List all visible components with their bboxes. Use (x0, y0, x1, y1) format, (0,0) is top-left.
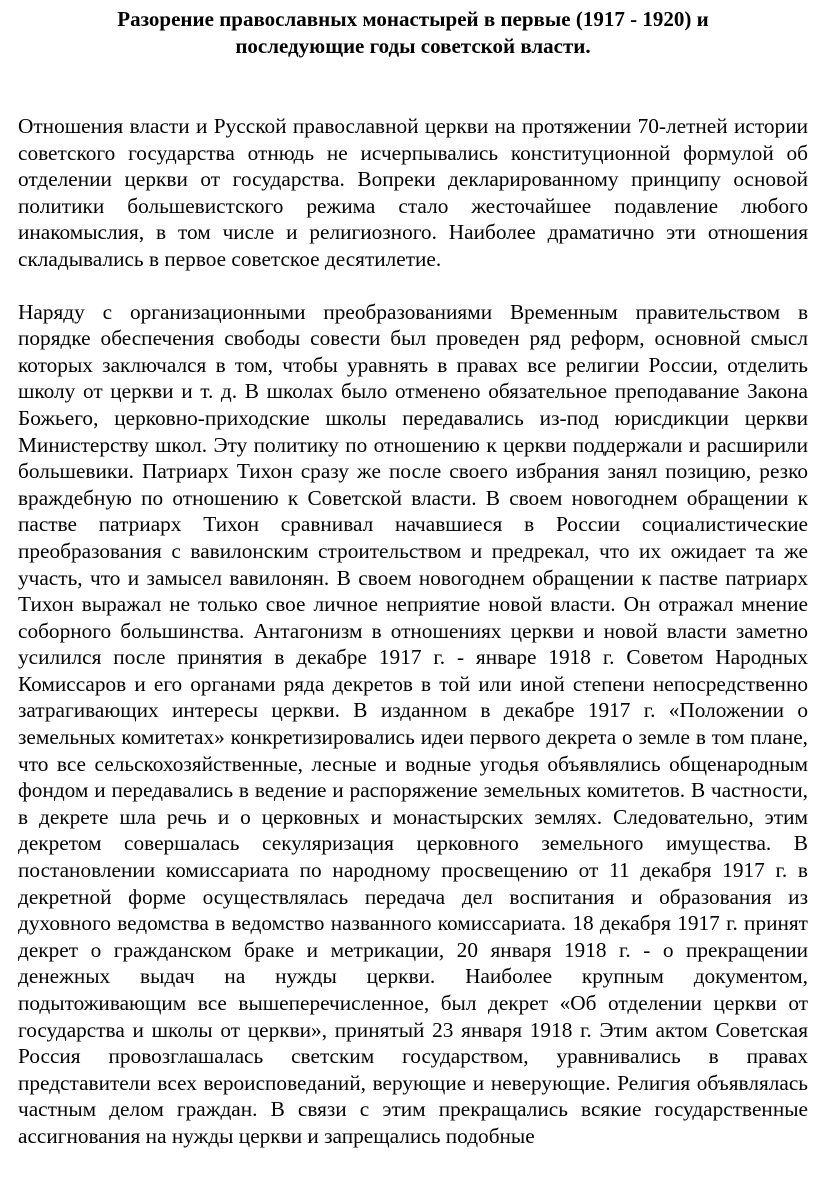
title-line-2: последующие годы советской власти. (235, 34, 591, 58)
paragraph-1: Отношения власти и Русской православной церкви на протяжении 70-летней истории советского государства отнюдь не исчерпывались конституционной формулой об отделении церкви от государства. Вопреки декларированному принципу основой политики большевистского режима стало жесточайшее подавление любого инакомыслия, в том числе и религиозного. Наиболее драматично эти отношения складывались в первое советское десятилетие. (18, 114, 808, 271)
title-line-1: Разорение православных монастырей в первые (1917 - 1920) и (117, 7, 709, 31)
document-page (18, 6, 808, 1150)
paragraph-2: Наряду с организационными преобразованиями Временным правительством в порядке обеспечения свободы совести был проведен ряд реформ, основной смысл которых заключался в том, чтобы уравнять в правах все религии России, отделить школу от церкви и т. д. В школах было отменено обязательное преподавание Закона Божьего, церковно-приходские школы передавались из-под юрисдикции церкви Министерству школ. Эту политику по отношению к церкви поддержали и расширили большевики. Патриарх Тихон сразу же после своего избрания занял позицию, резко враждебную по отношению к Советской власти. В своем новогоднем обращении к пастве патриарх Тихон сравнивал начавшиеся в России социалистические преобразования с вавилонским строительством и предрекал, что их ожидает та же участь, что и замысел вавилонян. В своем новогоднем обращении к пастве патриарх Тихон выражал не только свое личное неприятие новой власти. Он отражал мнение соборного большинства. Антагонизм в отношениях церкви и новой власти заметно усилился после принятия в декабре 1917 г. - январе 1918 г. Советом Народных Комиссаров и его органами ряда декретов в той или иной степени непосредственно затрагивающих интересы церкви. В изданном в декабре 1917 г. «Положении о земельных комитетах» конкретизировались идеи первого декрета о земле в том плане, что все сельскохозяйственные, лесные и водные угодья объявлялись общенародным фондом и передавались в ведение и распоряжение земельных комитетов. В частности, в декрете шла речь и о церковных и монастырских землях. Следовательно, этим декретом совершалась секуляризация церковного земельного имущества. В постановлении комиссариата по народному просвещению от 11 декабря 1917 г. в декретной форме осуществлялась передача дел воспитания и образования из духовного ведомства в ведомство названного комиссариата. 18 декабря 1917 г. принят декрет о гражданском браке и метрикации, 20 января 1918 г. - о прекращении денежных выдач на нужды церкви. Наиболее крупным документом, подытоживающим все вышеперечисленное, был декрет «Об отделении церкви от государства и школы от церкви», принятый 23 января 1918 г. Этим актом Советская Россия провозглашалась светским государством, уравнивались в правах представители всех вероисповеданий, верующие и неверующие. Религия объявлялась частным делом граждан. В связи с этим прекращались всякие государственные ассигнования на нужды церкви и запрещались подобные (18, 299, 808, 1148)
document-title (18, 6, 808, 60)
